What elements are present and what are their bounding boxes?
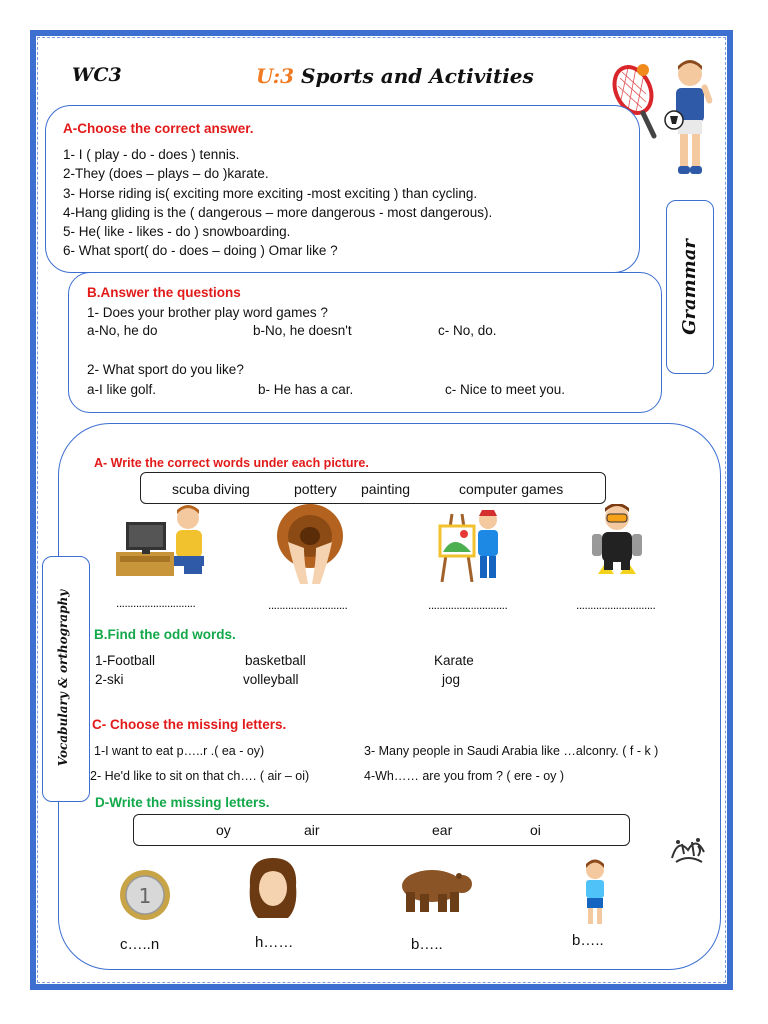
scuba-diving-picture — [584, 504, 650, 586]
word-caption: b….. — [411, 936, 443, 953]
calligraphy-seal-icon — [668, 832, 708, 868]
coin-picture — [118, 868, 172, 922]
section-heading: D-Write the missing letters. — [95, 795, 270, 810]
vocabulary-label: Vocabulary & orthography — [56, 589, 70, 767]
boy-icon — [665, 60, 713, 174]
word-bank-item: scuba diving — [172, 481, 250, 497]
question-item: 2- He'd like to sit on that ch…. ( air – oi) — [90, 769, 310, 783]
answer-option: b-No, he doesn't — [253, 323, 352, 338]
question-item: 3- Horse riding is( exciting more exciting -most exciting ) than cycling. — [63, 186, 478, 201]
answer-blank: ............................ — [428, 598, 508, 612]
answer-option: c- Nice to meet you. — [445, 382, 566, 397]
answer-option: a-No, he do — [87, 323, 158, 338]
odd-word: jog — [442, 672, 461, 687]
grammar-label: Grammar — [679, 239, 700, 335]
pottery-picture — [274, 502, 346, 586]
painting-picture — [434, 508, 504, 582]
question-item: 6- What sport( do - does – doing ) Omar like ? — [63, 243, 338, 258]
computer-games-picture — [112, 504, 212, 580]
odd-word: basketball — [245, 653, 306, 668]
section-heading: A- Write the correct words under each picture. — [94, 456, 369, 470]
section-heading: B.Answer the questions — [87, 285, 241, 300]
question-item: 4-Wh…… are you from ? ( ere - oy ) — [364, 769, 565, 783]
letter-bank-item: oy — [216, 822, 231, 838]
word-caption: c…..n — [120, 936, 160, 953]
unit-title: Sports and Activities — [301, 64, 534, 88]
worksheet-code: WC3 — [72, 64, 122, 86]
odd-word: Karate — [434, 653, 474, 668]
answer-blank: ............................ — [268, 598, 348, 612]
section-heading: C- Choose the missing letters. — [92, 717, 287, 732]
letter-bank-item: ear — [432, 822, 453, 838]
section-heading: B.Find the odd words. — [94, 627, 236, 642]
section-heading: A-Choose the correct answer. — [63, 121, 254, 136]
question-item: 2-They (does – plays – do )karate. — [63, 166, 269, 181]
question-item: 3- Many people in Saudi Arabia like …alconry. ( f - k ) — [364, 744, 659, 758]
letter-bank-item: air — [304, 822, 320, 838]
answer-option: c- No, do. — [438, 323, 497, 338]
answer-option: b- He has a car. — [258, 382, 354, 397]
word-bank-item: painting — [361, 481, 411, 497]
question-item: 1- Does your brother play word games ? — [87, 305, 328, 320]
question-item: 5- He( like - likes - do ) snowboarding. — [63, 224, 291, 239]
answer-option: a-I like golf. — [87, 382, 157, 397]
question-item: 4-Hang gliding is the ( dangerous – more dangerous - most dangerous). — [63, 205, 493, 220]
word-caption: b….. — [572, 932, 604, 949]
letter-bank — [133, 814, 630, 846]
unit-number: U:3 — [256, 64, 295, 88]
question-item: 1-I want to eat p…..r .( ea - oy) — [94, 744, 265, 758]
odd-word: volleyball — [243, 672, 299, 687]
odd-word: 2-ski — [95, 672, 124, 687]
letter-bank-item: oi — [530, 822, 541, 838]
boy-picture — [576, 858, 614, 928]
question-item: 1- I ( play - do - does ) tennis. — [63, 147, 240, 162]
hair-picture — [244, 856, 302, 920]
word-caption: h…… — [255, 934, 294, 951]
word-bank-item: computer games — [459, 481, 564, 497]
answer-blank: ............................ — [576, 598, 656, 612]
word-bank-item: pottery — [294, 481, 337, 497]
question-item: 2- What sport do you like? — [87, 362, 244, 377]
odd-word: 1-Football — [95, 653, 156, 668]
bear-picture — [392, 862, 472, 914]
svg-text:1: 1 — [138, 884, 152, 908]
answer-blank: ............................ — [116, 596, 196, 610]
page-title — [256, 64, 534, 88]
